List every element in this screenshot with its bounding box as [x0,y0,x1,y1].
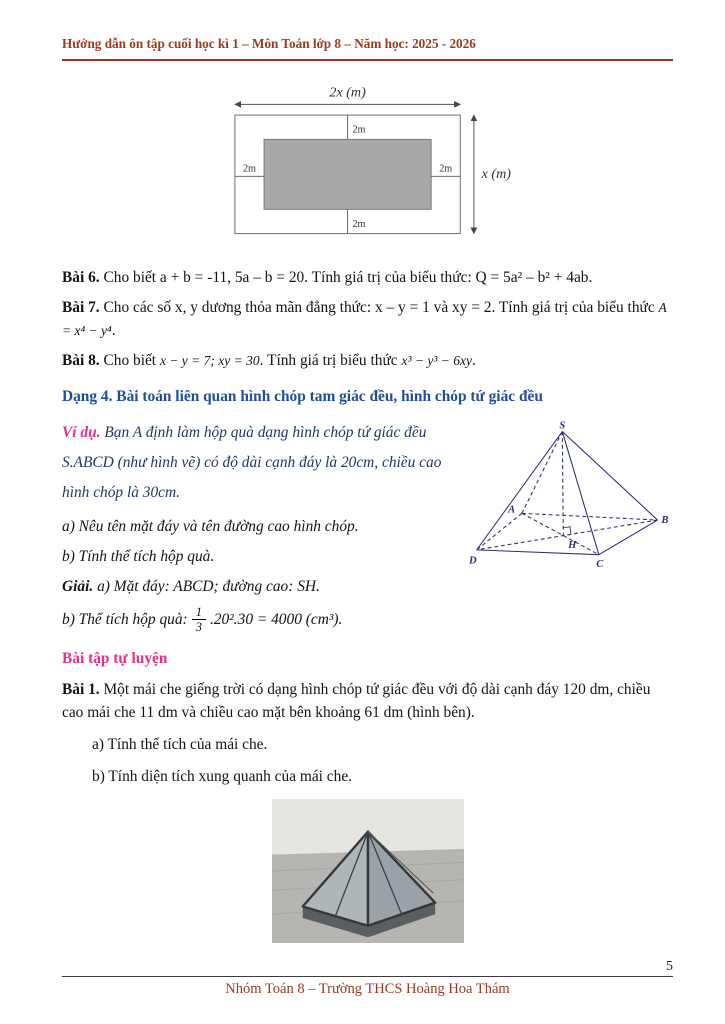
solution-line-b [62,605,673,635]
solution-line-a [62,575,673,598]
solution-label: Giải. [62,577,94,595]
fraction-denominator: 3 [195,620,202,635]
right-angle-mark [563,526,571,534]
top-dimension-label: 2x (m) [328,84,366,101]
solution-b-math: .20².30 = 4000 (cm³). [209,611,343,629]
margin-top-label: 2m [351,124,365,136]
bai6-label: Bài 6. [62,269,100,286]
pyramid-label-S: S [559,420,566,432]
fraction-numerator: 1 [192,605,206,620]
example-block [62,418,673,635]
pyramid-label-D: D [469,554,477,566]
bai1-text: Một mái che giếng trời có dạng hình chóp tứ giác đều với độ dài cạnh đáy 120 dm, chiều cao mái che 11 dm và chiều cao mặt bên khoảng 61 dm (hình bên). [62,680,651,721]
bai7-suffix: . [111,322,116,340]
problem-bai6 [62,266,673,289]
solution-b-prefix: b) Thể tích hộp quà: [62,611,188,629]
margin-right-label: 2m [438,163,452,175]
footer-text: Nhóm Toán 8 – Trường THCS Hoàng Hoa Thám [225,981,510,997]
rectangle-figure-svg [213,84,523,254]
bai7-text: Cho các số x, y dương thỏa mãn đẳng thức: x – y = 1 và xy = 2. Tính giá trị của biểu thức [103,299,655,317]
example-label: Ví dụ. [62,423,101,441]
pyramid-figure [467,420,673,572]
bai8-math2: x³ − y³ − 6xy [401,353,473,369]
fraction [192,605,206,635]
practice-heading: Bài tập tự luyện [62,649,168,667]
rectangle-figure [213,84,523,254]
example-intro-text: Bạn A định làm hộp quà dạng hình chóp tứ giác đều S.ABCD (như hình vẽ) có độ dài cạnh đáy là 20cm, chiều cao hình chóp là 30cm. [62,423,442,501]
bai8-mid: . Tính giá trị biểu thức [259,352,402,370]
pyramid-label-A: A [508,503,516,515]
bai1-label: Bài 1. [62,680,100,698]
bai1-item-b: b) Tính diện tích xung quanh của mái che. [92,768,353,786]
skylight-photo-container [272,798,464,944]
page-header [62,36,673,61]
pyramid-label-H: H [568,539,577,551]
bai8-math1: x − y = 7; xy = 30 [159,353,260,369]
inner-gray-rect [264,139,431,209]
bai8-prefix: Cho biết [103,352,157,370]
margin-bottom-label: 2m [351,218,365,230]
bai7-math: A = x⁴ − y⁴ [62,300,667,339]
pyramid-label-B: B [661,514,669,526]
problem-bai7 [62,296,673,342]
bai8-label: Bài 8. [62,352,100,370]
page-number: 5 [666,959,673,974]
right-dimension-label: x (m) [481,166,511,183]
header-title: Hướng dẫn ôn tập cuối học kì 1 – Môn Toán lớp 8 – Năm học: 2025 - 2026 [62,36,476,51]
pyramid-label-C: C [596,558,604,570]
page-footer [62,959,673,998]
example-item-b: b) Tính thể tích hộp quà. [62,547,215,565]
bai7-label: Bài 7. [62,299,100,317]
bai1-item-a: a) Tính thể tích của mái che. [92,736,268,754]
skylight-photo [272,798,464,944]
bai8-suffix: . [472,352,476,370]
problem-bai1 [62,678,673,724]
margin-left-label: 2m [242,163,256,175]
bai6-text: Cho biết a + b = -11, 5a – b = 20. Tính giá trị của biểu thức: Q = 5a² – b² + 4ab. [103,269,593,286]
dang4-heading: Dạng 4. Bài toán liên quan hình chóp tam giác đều, hình chóp tứ giác đều [62,388,543,406]
pyramid-solid-edges [477,431,658,554]
problem-bai8 [62,349,673,372]
page-content [62,76,673,944]
example-item-a: a) Nêu tên mặt đáy và tên đường cao hình chóp. [62,517,359,535]
solution-a-text: a) Mặt đáy: ABCD; đường cao: SH. [97,577,320,595]
